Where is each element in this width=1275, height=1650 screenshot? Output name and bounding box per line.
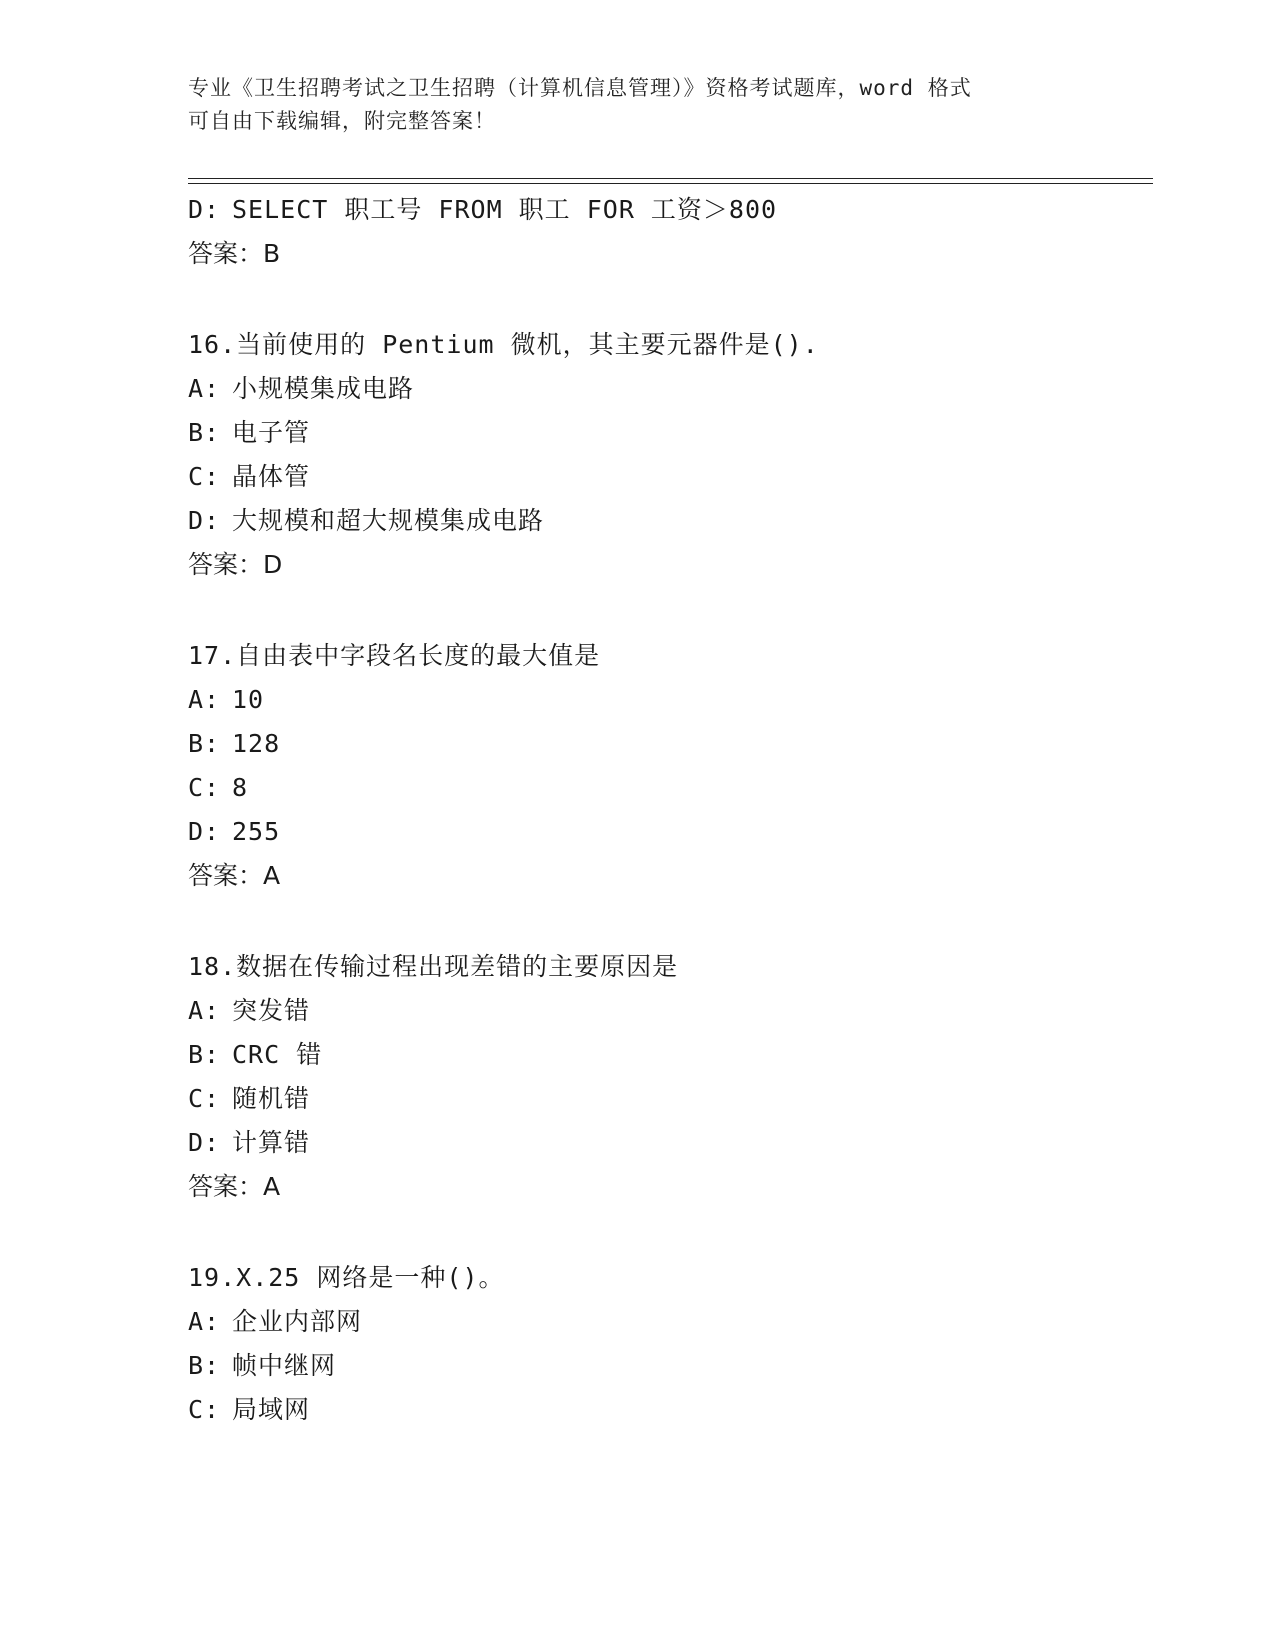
- option-label: A:: [188, 685, 221, 714]
- option-label: C:: [188, 773, 221, 802]
- answer: 答案：A: [188, 1172, 281, 1201]
- document-header: [188, 72, 1088, 138]
- option-label: C:: [188, 462, 221, 491]
- option-b: [188, 728, 280, 760]
- question-stem: 17.自由表中字段名长度的最大值是: [188, 641, 601, 670]
- option-b: [188, 1350, 336, 1382]
- option-text: 小规模集成电路: [232, 374, 415, 403]
- option-d: [188, 1127, 310, 1159]
- option-label: D:: [188, 817, 221, 846]
- option-label: A:: [188, 996, 221, 1025]
- option-label: B:: [188, 1040, 221, 1069]
- option-d: [188, 816, 280, 848]
- option-text: 局域网: [232, 1395, 311, 1424]
- option-text: 突发错: [232, 996, 311, 1025]
- option-label: A:: [188, 1307, 221, 1336]
- header-divider-bottom: [188, 183, 1153, 184]
- option-text: 晶体管: [232, 462, 311, 491]
- option-text: 随机错: [232, 1084, 311, 1113]
- option-b: [188, 1039, 322, 1071]
- option-b: [188, 417, 310, 449]
- option-c: [188, 1083, 310, 1115]
- option-text: 128: [232, 729, 281, 758]
- option-label: B:: [188, 418, 221, 447]
- question-stem: 18.数据在传输过程出现差错的主要原因是: [188, 952, 679, 981]
- option-text: CRC 错: [232, 1040, 323, 1069]
- option-a: [188, 684, 264, 716]
- option-label: C:: [188, 1084, 221, 1113]
- option-a: [188, 995, 310, 1027]
- header-divider-top: [188, 178, 1153, 179]
- option-label: B:: [188, 729, 221, 758]
- answer: 答案：A: [188, 861, 281, 890]
- option-c: [188, 1394, 310, 1426]
- header-line-1: 专业《卫生招聘考试之卫生招聘（计算机信息管理）》资格考试题库，word 格式: [188, 76, 972, 100]
- option-text: SELECT 职工号 FROM 职工 FOR 工资＞800: [232, 195, 778, 224]
- option-text: 10: [232, 685, 265, 714]
- option-label: A:: [188, 374, 221, 403]
- question-stem: 16.当前使用的 Pentium 微机，其主要元器件是().: [188, 330, 819, 359]
- option-a: [188, 373, 414, 405]
- option-label: B:: [188, 1351, 221, 1380]
- option-c: [188, 461, 310, 493]
- header-line-2: 可自由下载编辑，附完整答案！: [188, 109, 496, 133]
- option-text: 8: [232, 773, 249, 802]
- option-label: D:: [188, 1128, 221, 1157]
- option-c: [188, 772, 248, 804]
- answer: 答案：B: [188, 239, 281, 268]
- option-text: 255: [232, 817, 281, 846]
- option-label: D:: [188, 195, 221, 224]
- option-text: 电子管: [232, 418, 311, 447]
- option-text: 企业内部网: [232, 1307, 363, 1336]
- question-stem: 19.X.25 网络是一种()。: [188, 1263, 505, 1292]
- option-d: [188, 194, 777, 226]
- option-label: C:: [188, 1395, 221, 1424]
- option-a: [188, 1306, 362, 1338]
- option-d: [188, 505, 544, 537]
- answer: 答案：D: [188, 550, 283, 579]
- option-text: 计算错: [232, 1128, 311, 1157]
- option-label: D:: [188, 506, 221, 535]
- option-text: 大规模和超大规模集成电路: [232, 506, 545, 535]
- option-text: 帧中继网: [232, 1351, 337, 1380]
